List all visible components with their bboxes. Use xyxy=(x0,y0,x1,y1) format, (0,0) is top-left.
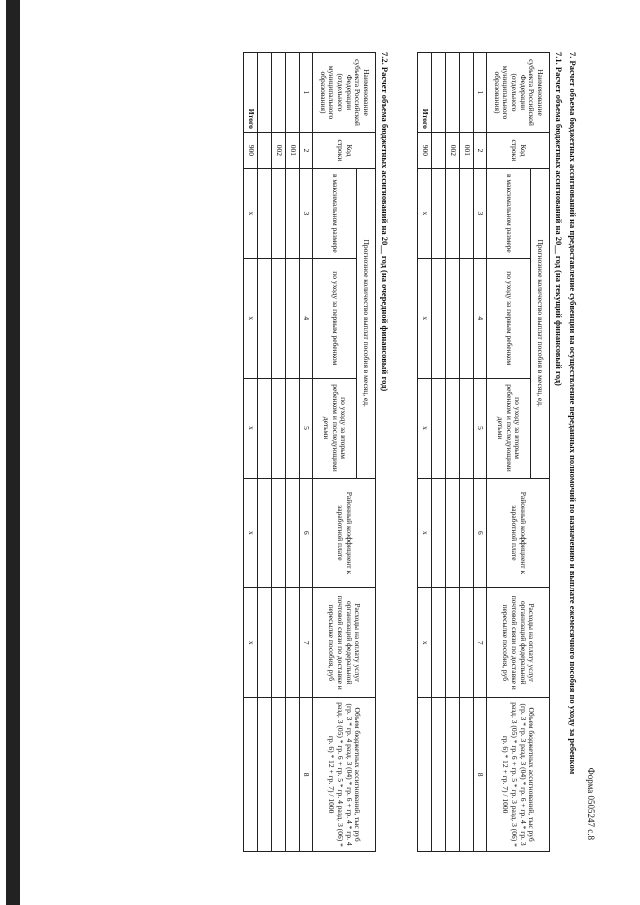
cell[interactable] xyxy=(460,378,474,478)
cell[interactable] xyxy=(432,132,446,168)
cell[interactable] xyxy=(286,258,300,378)
table-row xyxy=(272,53,286,852)
col-num: 1 xyxy=(474,53,487,133)
col-num: 8 xyxy=(474,698,487,852)
cell[interactable] xyxy=(418,698,432,852)
cell[interactable] xyxy=(446,378,460,478)
header-col3: в максимальном размере xyxy=(487,168,531,258)
total-row xyxy=(418,53,432,852)
form-code: Форма 0505247 с.8 xyxy=(586,767,596,840)
col-num: 3 xyxy=(474,168,487,258)
header-group: Прогнозное количество выплат пособия в месяц, ед. xyxy=(531,168,550,478)
table-row xyxy=(460,53,474,852)
cell[interactable] xyxy=(460,698,474,852)
total-x: x xyxy=(418,588,432,698)
row-code: 002 xyxy=(272,132,286,168)
cell[interactable] xyxy=(446,258,460,378)
cell[interactable] xyxy=(258,132,272,168)
col-num: 1 xyxy=(300,53,313,133)
header-col4: по уходу за первым ребенком xyxy=(313,258,357,378)
cell[interactable] xyxy=(460,478,474,588)
cell[interactable] xyxy=(258,698,272,852)
cell[interactable] xyxy=(272,168,286,258)
table-row xyxy=(446,53,460,852)
table-row xyxy=(432,53,446,852)
header-col5: по уходу за вторым ребенком и последующими детьми xyxy=(487,378,531,478)
cell[interactable] xyxy=(432,53,446,133)
col-num: 4 xyxy=(474,258,487,378)
header-col6: Районный коэффициент к заработной плате xyxy=(487,478,550,588)
cell[interactable] xyxy=(258,258,272,378)
header-col4: по уходу за первым ребенком xyxy=(487,258,531,378)
cell[interactable] xyxy=(258,378,272,478)
table-7-2 xyxy=(243,52,376,852)
header-name: Наименование субъекта Российской Федерации (отдельного муниципального образования) xyxy=(313,53,376,133)
cell[interactable] xyxy=(272,478,286,588)
cell[interactable] xyxy=(286,378,300,478)
cell[interactable] xyxy=(446,588,460,698)
cell[interactable] xyxy=(272,258,286,378)
col-num: 6 xyxy=(474,478,487,588)
col-num: 7 xyxy=(474,588,487,698)
cell[interactable] xyxy=(258,168,272,258)
cell[interactable] xyxy=(258,588,272,698)
total-x: x xyxy=(244,258,258,378)
total-code: 900 xyxy=(418,132,432,168)
cell[interactable] xyxy=(432,168,446,258)
total-row xyxy=(244,53,258,852)
cell[interactable] xyxy=(286,478,300,588)
cell[interactable] xyxy=(446,478,460,588)
total-x: x xyxy=(418,478,432,588)
cell[interactable] xyxy=(258,53,272,133)
cell[interactable] xyxy=(432,378,446,478)
cell[interactable] xyxy=(460,258,474,378)
cell[interactable] xyxy=(432,258,446,378)
cell[interactable] xyxy=(272,698,286,852)
header-col3: в максимальном размере xyxy=(313,168,357,258)
scan-edge xyxy=(6,0,20,905)
cell[interactable] xyxy=(446,53,460,133)
cell[interactable] xyxy=(460,168,474,258)
row-code: 001 xyxy=(286,132,300,168)
total-x: x xyxy=(418,258,432,378)
cell[interactable] xyxy=(286,698,300,852)
header-col6: Районный коэффициент к заработной плате xyxy=(313,478,376,588)
table-row xyxy=(258,53,272,852)
header-col8: Объем бюджетных ассигнований, тыс руб (гр. 3 * гр. 4 разд. 3 (04) * гр. 6 + гр. 4 * гр. 4 разд. 3 (05) * гр. 6 + гр. 5 * гр. 4 разд. 3 (06) * гр. 6) * 12 + гр. 7) / 1000 xyxy=(313,698,376,852)
subsection-title-7-1: 7.1. Расчет объема бюджетных ассигнований на 20__ год (на текущий финансовый год) xyxy=(554,52,564,386)
total-label: Итого xyxy=(244,53,258,133)
row-code: 002 xyxy=(446,132,460,168)
header-code: Код строки xyxy=(313,132,376,168)
cell[interactable] xyxy=(286,53,300,133)
cell[interactable] xyxy=(432,478,446,588)
cell[interactable] xyxy=(460,588,474,698)
cell[interactable] xyxy=(244,698,258,852)
total-x: x xyxy=(244,168,258,258)
header-col7: Расходы на оплату услуг организаций федеральной почтовой связи по доставке и пересылке пособия, руб xyxy=(313,588,376,698)
header-group: Прогнозное количество выплат пособия в месяц, ед. xyxy=(357,168,376,478)
cell[interactable] xyxy=(460,53,474,133)
cell[interactable] xyxy=(286,168,300,258)
table-row xyxy=(286,53,300,852)
total-x: x xyxy=(244,378,258,478)
row-code: 001 xyxy=(460,132,474,168)
total-x: x xyxy=(418,378,432,478)
cell[interactable] xyxy=(286,588,300,698)
rotated-form-page xyxy=(40,40,600,860)
header-col5: по уходу за вторым ребенком и последующими детьми xyxy=(313,378,357,478)
column-numbers-row xyxy=(300,53,313,852)
col-num: 4 xyxy=(300,258,313,378)
header-col8: Объем бюджетных ассигнований, тыс руб (гр. 3 * гр. 3 разд. 3 (04) * гр. 6 + гр. 4 * гр. 3 разд. 3 (05) * гр. 6 + гр. 5 * гр. 3 разд. 3 (06) * гр. 6) * 12 + гр. 7) / 1000 xyxy=(487,698,550,852)
column-numbers-row xyxy=(474,53,487,852)
col-num: 2 xyxy=(300,132,313,168)
total-x: x xyxy=(418,168,432,258)
total-x: x xyxy=(244,478,258,588)
total-label: Итого xyxy=(418,53,432,133)
col-num: 5 xyxy=(474,378,487,478)
subsection-title-7-2: 7.2. Расчет объема бюджетных ассигнований на 20__ год (на очередной финансовый год) xyxy=(380,52,390,392)
cell[interactable] xyxy=(432,588,446,698)
col-num: 8 xyxy=(300,698,313,852)
cell[interactable] xyxy=(446,698,460,852)
header-code: Код строки xyxy=(487,132,550,168)
cell[interactable] xyxy=(446,168,460,258)
header-col7: Расходы на оплату услуг организаций федеральной почтовой связи по доставке и пересылке пособия, руб xyxy=(487,588,550,698)
total-x: x xyxy=(244,588,258,698)
col-num: 2 xyxy=(474,132,487,168)
cell[interactable] xyxy=(432,698,446,852)
cell[interactable] xyxy=(258,478,272,588)
section-title: 7. Расчет объема бюджетных ассигнований на предоставление субвенции на осуществление переданных полномочий по назначению и выплате ежемесячного пособия по уходу за ребенком xyxy=(568,52,578,775)
col-num: 5 xyxy=(300,378,313,478)
cell[interactable] xyxy=(272,53,286,133)
table-7-1 xyxy=(417,52,550,852)
col-num: 6 xyxy=(300,478,313,588)
col-num: 7 xyxy=(300,588,313,698)
col-num: 3 xyxy=(300,168,313,258)
cell[interactable] xyxy=(272,378,286,478)
header-name: Наименование субъекта Российской Федерации (отдельного муниципального образования) xyxy=(487,53,550,133)
cell[interactable] xyxy=(272,588,286,698)
total-code: 900 xyxy=(244,132,258,168)
